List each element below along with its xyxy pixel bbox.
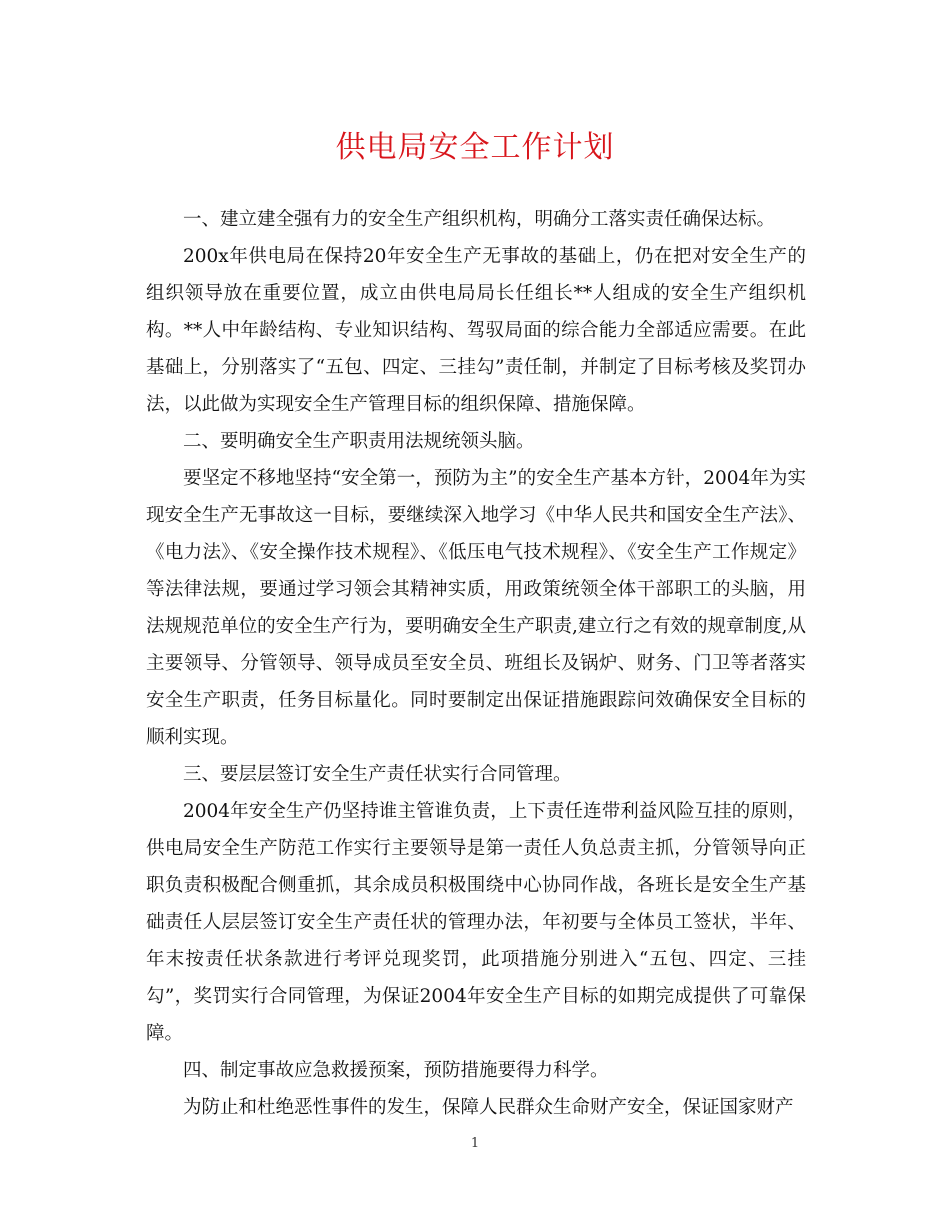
body-paragraph-1: 200x年供电局在保持20年安全生产无事故的基础上，仍在把对安全生产的组织领导放在重要位置，成立由供电局局长任组长**人组成的安全生产组织机构。**人中年龄结构、专业知识结构、驾驭局面的综合能力全部适应需要。在此基础上，分别落实了“五包、四定、三挂勾”责任制，并制定了目标考核及奖罚办法，以此做为实现安全生产管理目标的组织保障、措施保障。 <box>146 246 806 415</box>
body-paragraph-4: 为防止和杜绝恶性事件的发生，保障人民群众生命财产安全，保证国家财产 <box>183 1097 794 1118</box>
section-heading-1: 一、建立建全强有力的安全生产组织机构，明确分工落实责任确保达标。 <box>183 209 776 230</box>
page-number: 1 <box>470 1136 480 1151</box>
body-paragraph-2: 要坚定不移地坚持“安全第一，预防为主”的安全生产基本方针，2004年为实现安全生产无事故这一目标，要继续深入地学习《中华人民共和国安全生产法》、《电力法》、《安全操作技术规程》、《低压电气技术规程》、《安全生产工作规定》等法律法规，要通过学习领会其精神实质，用政策统领全体干部职工的头脑，用法规规范单位的安全生产行为，要明确安全生产职责,建立行之有效的规章制度,从主要领导、分管领导、领导成员至安全员、班组长及锅炉、财务、门卫等者落实安全生产职责，任务目标量化。同时要制定出保证措施跟踪问效确保安全目标的顺利实现。 <box>146 468 806 748</box>
section-heading-2: 二、要明确安全生产职责用法规统领头脑。 <box>183 431 535 452</box>
document-body <box>146 201 806 1126</box>
section-heading-3: 三、要层层签订安全生产责任状实行合同管理。 <box>183 764 572 785</box>
section-heading-4: 四、制定事故应急救援预案，预防措施要得力科学。 <box>183 1060 609 1081</box>
document-title: 供电局安全工作计划 <box>335 130 615 165</box>
body-paragraph-3: 2004年安全生产仍坚持谁主管谁负责，上下责任连带利益风险互挂的原则，供电局安全生产防范工作实行主要领导是第一责任人负总责主抓，分管领导向正职负责积极配合侧重抓，其余成员积极围绕中心协同作战，各班长是安全生产基础责任人层层签订安全生产责任状的管理办法，年初要与全体员工签状，半年、年末按责任状条款进行考评兑现奖罚，此项措施分别进入“五包、四定、三挂勾”，奖罚实行合同管理，为保证2004年安全生产目标的如期完成提供了可靠保障。 <box>146 801 806 1044</box>
